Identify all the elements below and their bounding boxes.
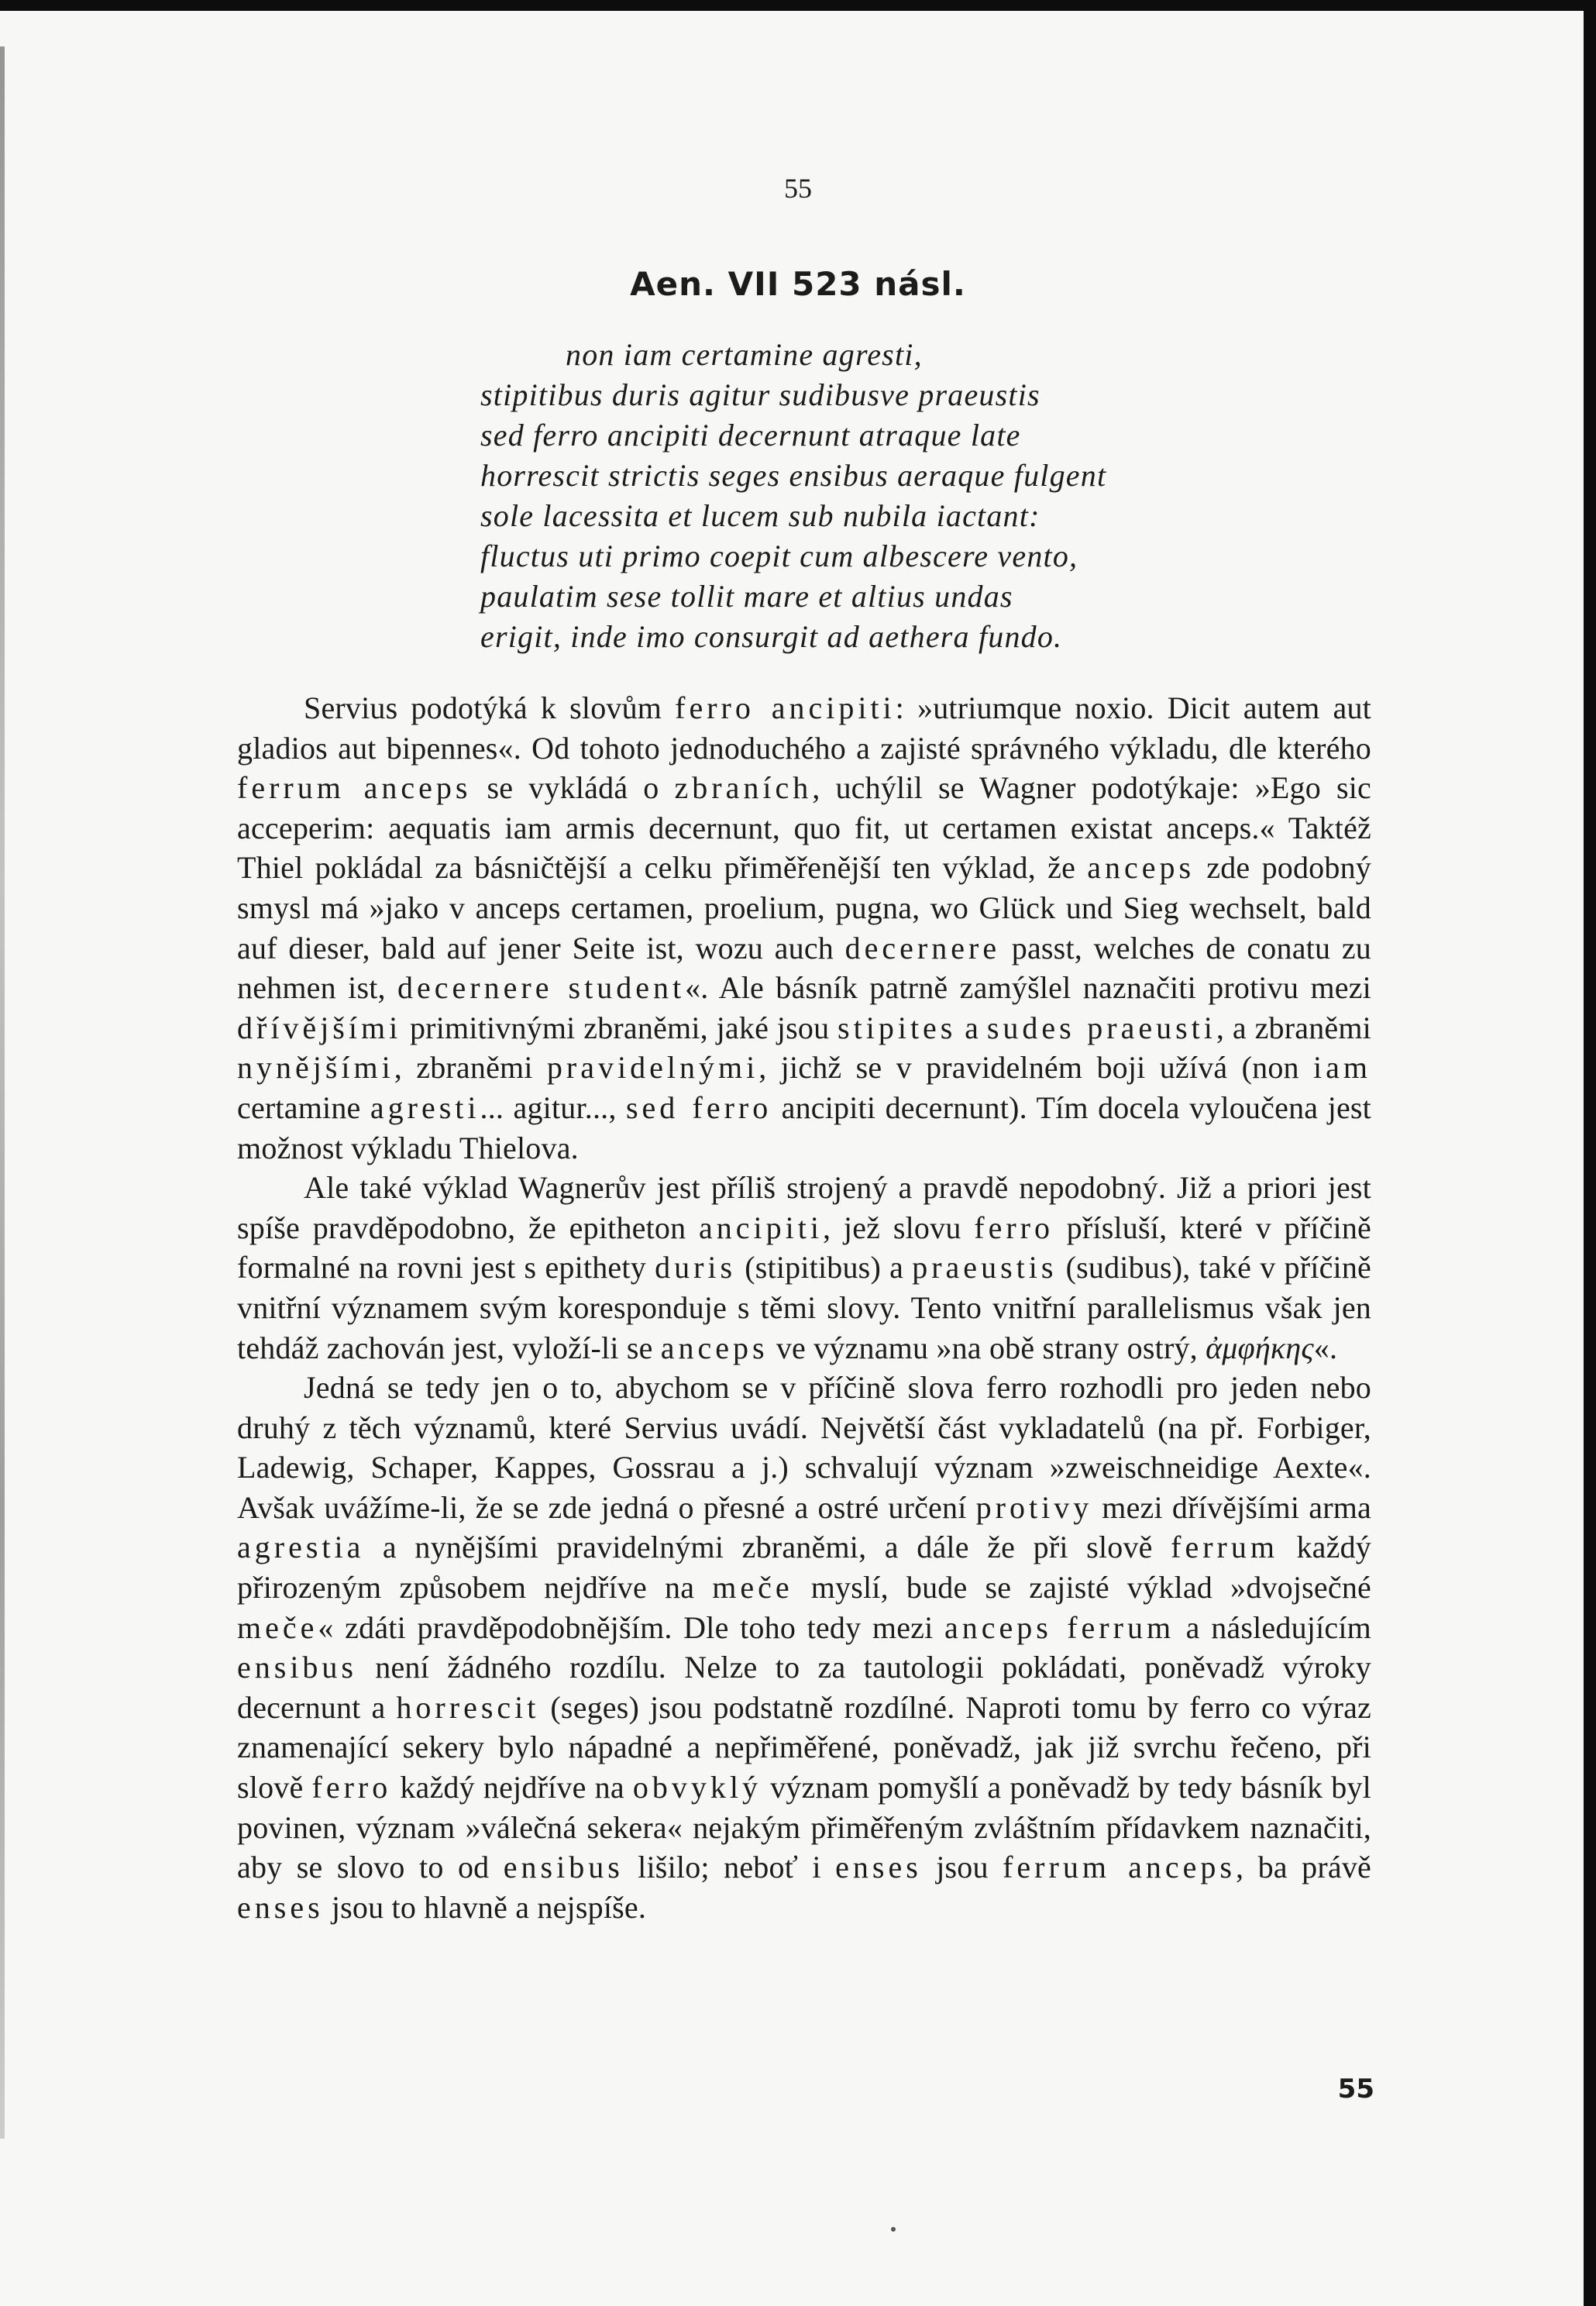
text-run: certamine	[237, 1089, 370, 1125]
text-run: ancipiti decernunt). Tím docela vyloučena jest možnost výkladu Thielova.	[237, 1089, 1371, 1165]
text-run: jsou to hlavně a nejspíše.	[323, 1889, 647, 1925]
text-run: mezi dřívějšími arma	[1092, 1489, 1371, 1525]
verse-quote	[480, 335, 1255, 657]
text-run: a následujícím	[1175, 1609, 1371, 1645]
text-run: (sudibus), také v příčině vnitřní významem svým koresponduje s těmi slovy. Tento vnitřní parallelismus však jen tehdáž zachován jest, vyloží-li se	[237, 1250, 1372, 1365]
text-run: a	[956, 1010, 987, 1045]
spaced-emphasis: anceps	[1087, 850, 1195, 886]
verse-line: sole lacessita et lucem sub nubila iactant:	[480, 498, 1040, 533]
text-run: , uchýlil se Wagner podotýkaje: »Ego sic acceperim: aequatis iam armis decernunt, quo fit, ut certamen existat anceps.« Taktéž Thiel pokládal za básničtější a celku přiměřenější ten výklad, že	[237, 770, 1371, 886]
spaced-emphasis: ferrum anceps	[237, 770, 472, 806]
text-run: každý přirozeným způsobem nejdříve na	[237, 1530, 1371, 1606]
text-run: passt, welches de conatu zu nehmen ist,	[237, 930, 1372, 1006]
spaced-emphasis: ensibus	[503, 1850, 624, 1885]
text-run: « zdáti pravděpodobnějším. Dle toho tedy mezi	[318, 1609, 945, 1645]
spaced-emphasis: ferrum anceps	[1003, 1850, 1236, 1885]
text-run: přísluší, které v příčině formalné na rovni jest s epithety	[237, 1210, 1372, 1286]
section-heading: Aen. VII 523 násl.	[630, 265, 966, 303]
text-run: význam pomyšlí a poněvadž by tedy básník byl povinen, význam »válečná sekera« nejakým přiměřeným zvláštním přídavkem naznačiti, aby se slovo to od	[237, 1770, 1371, 1885]
spaced-emphasis: agrestia	[237, 1530, 365, 1565]
text-run: ... agitur...,	[480, 1089, 626, 1125]
spaced-emphasis: ferrum	[1171, 1530, 1278, 1565]
spaced-emphasis: anceps ferrum	[944, 1609, 1175, 1645]
verse-line: sed ferro ancipiti decernunt atraque late	[480, 418, 1021, 453]
spaced-emphasis: protivy	[975, 1489, 1093, 1525]
text-run: , jichž se v pravidelném boji užívá (non	[758, 1050, 1313, 1086]
body-text	[237, 688, 1371, 1927]
verse-line: non iam certamine agresti,	[566, 337, 923, 372]
spaced-emphasis: sudes praeusti	[986, 1010, 1216, 1045]
spaced-emphasis: anceps	[660, 1330, 769, 1365]
paragraph	[237, 1168, 1371, 1368]
verse-line: horrescit strictis seges ensibus aeraque fulgent	[480, 458, 1107, 493]
spaced-emphasis: praeustis	[912, 1250, 1058, 1286]
text-run: «.	[1313, 1330, 1338, 1365]
scan-border-right	[1584, 0, 1596, 2306]
page-number-top: 55	[784, 173, 812, 204]
spaced-emphasis: ferro	[974, 1210, 1054, 1245]
spaced-emphasis: obvyklý	[632, 1770, 762, 1805]
spaced-emphasis: decernere student	[397, 970, 686, 1006]
text-run: není žádného rozdílu. Nelze to za tautologii pokládati, poněvadž výroky decernunt a	[237, 1650, 1371, 1725]
text-run: se vykládá o	[471, 770, 675, 806]
scan-border-top	[0, 0, 1596, 11]
scan-speck	[891, 2227, 896, 2232]
verse-line: stipitibus duris agitur sudibusve praeustis	[480, 377, 1040, 412]
text-run: Servius podotýká k slovům	[304, 690, 676, 725]
page-number-bottom: 55	[1337, 2074, 1374, 2105]
text-run: každý nejdříve na	[391, 1770, 633, 1805]
text-run: (seges) jsou podstatně rozdílné. Naproti tomu by ferro co výraz znamenající sekery bylo nápadné a nepřiměřené, poněvadž, jak již svrchu řečeno, při slově	[237, 1689, 1372, 1805]
spaced-emphasis: ancipiti	[699, 1210, 823, 1245]
text-run: : »utriumque noxio. Dicit autem aut gladios aut bipennes«. Od tohoto jednoduchého a zajisté správného výkladu, dle kterého	[237, 690, 1371, 766]
text-run: Ale také výklad Wagnerův jest příliš strojený a pravdě nepodobný. Již a priori jest spíše pravděpodobno, že epitheton	[237, 1170, 1371, 1245]
text-run: , a zbraněmi	[1216, 1010, 1371, 1045]
text-run: (stipitibus) a	[736, 1250, 913, 1286]
spaced-emphasis: zbraních	[674, 770, 813, 806]
spaced-emphasis: ensibus	[237, 1650, 357, 1685]
spaced-emphasis: iam	[1313, 1050, 1371, 1086]
spaced-emphasis: agresti	[370, 1089, 480, 1125]
spaced-emphasis: nynějšími	[237, 1050, 394, 1086]
text-run: «. Ale básník patrně zamýšlel naznačiti protivu mezi	[685, 970, 1371, 1006]
text-run: primitivnými zbraněmi, jaké jsou	[401, 1010, 838, 1045]
paragraph	[237, 688, 1371, 1168]
spaced-emphasis: ferro	[311, 1770, 392, 1805]
spaced-emphasis: enses	[835, 1850, 922, 1885]
spaced-emphasis: horrescit	[396, 1689, 540, 1725]
text-run: Jedná se tedy jen o to, abychom se v příčině slova ferro rozhodli pro jeden nebo druhý z těch významů, které Servius uvádí. Největší část vykladatelů (na př. Forbiger, Ladewig, Schaper, Kappes, Gossrau a j.) schvalují význam »zweischneidige Aexte«. Avšak uvážíme-li, že se zde jedná o přesné a ostré určení	[237, 1370, 1371, 1525]
spaced-emphasis: meče	[712, 1570, 793, 1606]
spaced-emphasis: sed ferro	[625, 1089, 772, 1125]
paragraph	[237, 1368, 1371, 1927]
text-run: jsou	[921, 1850, 1003, 1885]
text-run: a nynějšími pravidelnými zbraněmi, a dále že při slově	[364, 1530, 1171, 1565]
spaced-emphasis: ferro ancipiti	[675, 690, 896, 725]
text-run: ve významu »na obě strany ostrý,	[768, 1330, 1206, 1365]
verse-line: fluctus uti primo coepit cum albescere vento,	[480, 539, 1078, 573]
text-run: lišilo; neboť i	[623, 1850, 836, 1885]
spaced-emphasis: duris	[655, 1250, 737, 1286]
text-run: , zbraněmi	[394, 1050, 547, 1086]
spaced-emphasis: stipites	[838, 1010, 957, 1045]
scan-border-left	[0, 46, 5, 2139]
spaced-emphasis: pravidelnými	[546, 1050, 759, 1086]
verse-line: paulatim sese tollit mare et altius undas	[480, 579, 1013, 614]
spaced-emphasis: decernere	[844, 930, 1001, 965]
spaced-emphasis: enses	[237, 1889, 324, 1925]
spaced-emphasis: dřívějšími	[237, 1010, 402, 1045]
verse-line: erigit, inde imo consurgit ad aethera fundo.	[480, 619, 1063, 654]
text-run: myslí, bude se zajisté výklad »dvojsečné	[793, 1570, 1371, 1606]
text-run: zde podobný smysl má »jako v anceps certamen, proelium, pugna, wo Glück und Sieg wechselt, bald auf dieser, bald auf jener Seite ist, wozu auch	[237, 850, 1371, 965]
greek-term: ἀμφήκης	[1206, 1330, 1314, 1365]
text-run: , jež slovu	[823, 1210, 975, 1245]
text-run: , ba právě	[1235, 1850, 1372, 1885]
spaced-emphasis: meče	[237, 1609, 318, 1645]
